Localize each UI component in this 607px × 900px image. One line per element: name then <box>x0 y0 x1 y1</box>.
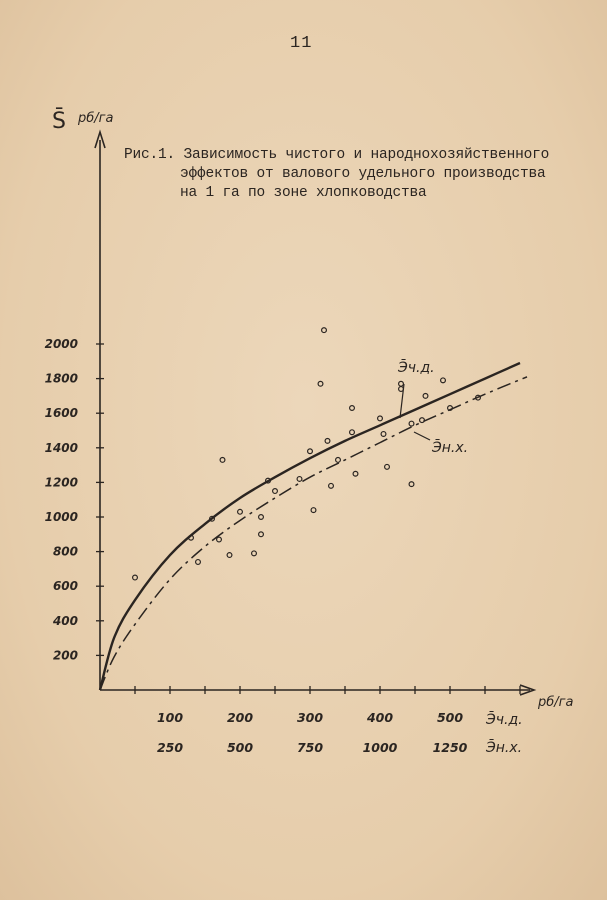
data-point <box>336 458 341 463</box>
caption-line-1: Рис.1. Зависимость чистого и народнохозяйственного <box>124 147 550 163</box>
curve-label-chd-leader <box>400 384 404 418</box>
series-line-net-effect <box>100 363 520 690</box>
data-point <box>217 537 222 542</box>
data-point <box>259 515 264 520</box>
x-tick-label: 750 <box>296 740 324 755</box>
y-axis-label: S̄ <box>52 109 66 134</box>
caption-line-2: эффектов от валового удельного производства <box>180 166 546 182</box>
x-tick-label: 100 <box>156 710 184 725</box>
data-point <box>378 416 383 421</box>
data-point <box>441 378 446 383</box>
data-point <box>399 381 404 386</box>
data-point <box>259 532 264 537</box>
x-tick-label: 1000 <box>362 740 398 755</box>
data-point <box>220 458 225 463</box>
y-tick-label: 1200 <box>44 475 78 490</box>
data-point <box>308 449 313 454</box>
data-point <box>420 418 425 423</box>
data-point <box>353 471 358 476</box>
chart-axes <box>95 132 534 695</box>
x-tick-label: 300 <box>296 710 324 725</box>
x-tick-label: 500 <box>226 740 254 755</box>
data-point <box>273 489 278 494</box>
x-tick-label: 1250 <box>432 740 468 755</box>
y-tick-label: 1000 <box>44 510 78 524</box>
data-point <box>196 560 201 565</box>
y-axis-unit: рб/га <box>78 111 114 126</box>
y-tick-label: 200 <box>52 648 78 663</box>
curve-label-nh: Э̄н.х. <box>432 440 469 456</box>
series-line-national-effect <box>100 377 527 690</box>
chart-curves <box>100 363 527 690</box>
data-point <box>409 482 414 487</box>
page-number: 11 <box>290 34 313 53</box>
y-tick-label: 2000 <box>44 337 78 351</box>
data-point <box>133 575 138 580</box>
y-tick-label: 600 <box>52 579 78 594</box>
data-point <box>423 394 428 399</box>
x-tick-label: 400 <box>366 710 394 725</box>
y-tick-label: 1600 <box>44 406 78 421</box>
data-point <box>385 464 390 469</box>
data-point <box>325 438 330 443</box>
x-ticks <box>135 686 523 756</box>
x-tick-label: 200 <box>226 710 254 725</box>
data-point <box>322 328 327 333</box>
curve-label-chd: Э̄ч.д. <box>398 360 435 376</box>
y-tick-label: 800 <box>52 544 78 559</box>
data-point <box>329 483 334 488</box>
curve-label-nh-leader <box>414 432 430 440</box>
data-point <box>381 432 386 437</box>
data-point <box>318 381 323 386</box>
data-point <box>409 421 414 426</box>
x-tick-label: 500 <box>436 710 464 725</box>
x-axis-unit: рб/га <box>538 695 574 710</box>
data-point <box>350 430 355 435</box>
y-tick-label: 1400 <box>44 440 78 455</box>
data-point <box>227 553 232 558</box>
data-point <box>252 551 257 556</box>
data-point <box>350 406 355 411</box>
x-tick-label: 250 <box>156 740 184 755</box>
data-point <box>297 477 302 482</box>
x-row-label-chd: Э̄ч.д. <box>486 712 523 728</box>
x-row-label-nh: Э̄н.х. <box>486 740 523 756</box>
data-point <box>311 508 316 513</box>
y-ticks <box>45 337 104 662</box>
caption-line-3: на 1 га по зоне хлопководства <box>180 185 427 201</box>
data-point <box>238 509 243 514</box>
y-tick-label: 400 <box>52 613 78 628</box>
y-tick-label: 1800 <box>44 371 78 386</box>
